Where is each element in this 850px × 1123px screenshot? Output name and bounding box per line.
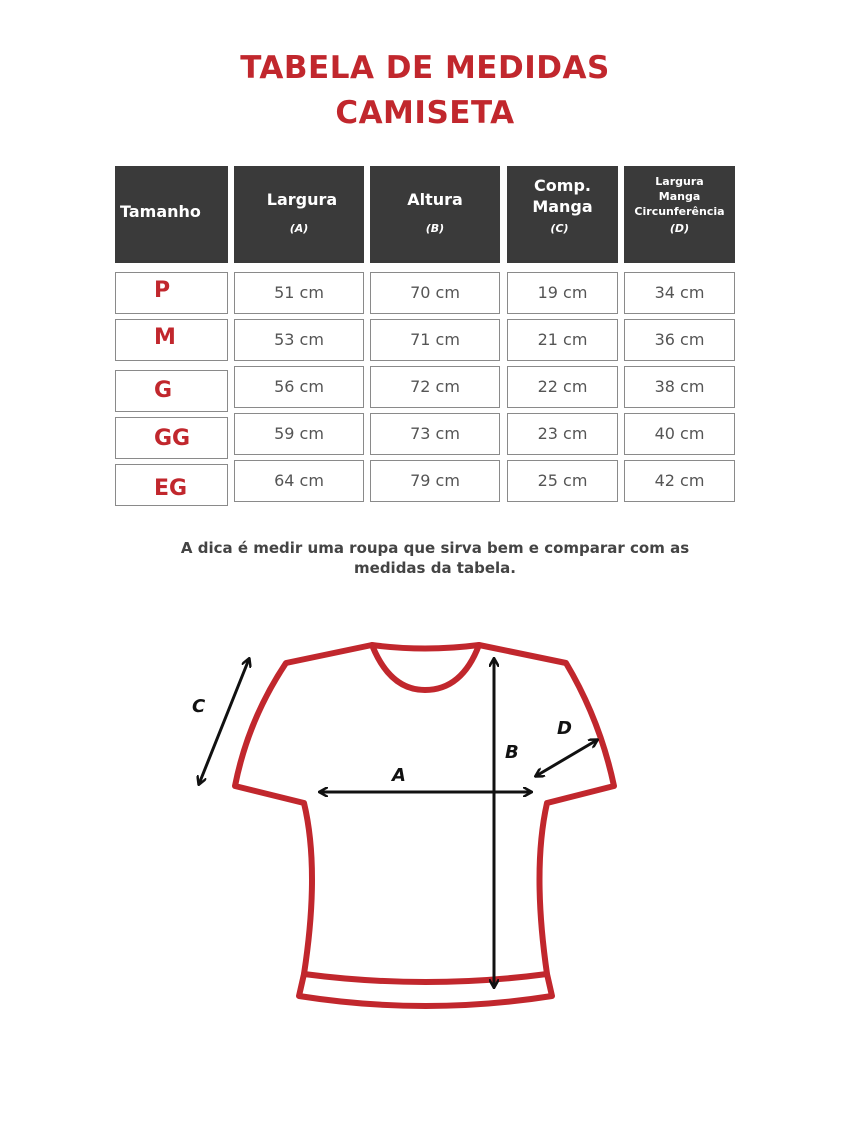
largura-cell: 53 cm xyxy=(234,319,364,361)
altura-cell: 79 cm xyxy=(370,460,500,502)
largura-manga-cell: 34 cm xyxy=(624,272,735,314)
header-lm-sub: (D) xyxy=(669,222,690,235)
size-cell: GG xyxy=(115,417,228,459)
largura-manga-cell: 38 cm xyxy=(624,366,735,408)
tshirt-outline xyxy=(235,645,614,1006)
tip-line2: medidas da tabela. xyxy=(354,559,516,577)
measure-arrow-d xyxy=(536,740,597,776)
largura-cell: 51 cm xyxy=(234,272,364,314)
tshirt-hem xyxy=(304,974,547,982)
comp-manga-cell: 25 cm xyxy=(507,460,618,502)
altura-cell: 72 cm xyxy=(370,366,500,408)
measure-label-a: A xyxy=(392,765,406,786)
measure-label-c: C xyxy=(192,696,206,717)
largura-cell: 56 cm xyxy=(234,366,364,408)
header-tamanho-label: Tamanho xyxy=(120,202,201,221)
largura-cell: 59 cm xyxy=(234,413,364,455)
measure-label-d: D xyxy=(557,718,572,739)
altura-cell: 71 cm xyxy=(370,319,500,361)
largura-cell: 64 cm xyxy=(234,460,364,502)
measure-label-b: B xyxy=(505,742,519,763)
header-comp-sub: (C) xyxy=(550,222,569,235)
comp-manga-cell: 22 cm xyxy=(507,366,618,408)
tip-line1: A dica é medir uma roupa que sirva bem e comparar com as xyxy=(180,539,690,557)
largura-manga-cell: 40 cm xyxy=(624,413,735,455)
size-cell: P xyxy=(115,272,228,314)
header-comp-line2: Manga xyxy=(532,197,593,216)
header-altura-label: Altura xyxy=(407,190,463,209)
size-cell: M xyxy=(115,319,228,361)
page-title-line2: CAMISETA xyxy=(335,95,515,131)
size-cell: EG xyxy=(115,464,228,506)
comp-manga-cell: 21 cm xyxy=(507,319,618,361)
header-largura-sub: (A) xyxy=(289,222,309,235)
header-largura-label: Largura xyxy=(266,190,338,209)
header-altura-sub: (B) xyxy=(425,222,445,235)
altura-cell: 70 cm xyxy=(370,272,500,314)
comp-manga-cell: 23 cm xyxy=(507,413,618,455)
header-lm-line1: Largura xyxy=(655,175,704,188)
header-lm-line2: Manga xyxy=(658,190,701,203)
altura-cell: 73 cm xyxy=(370,413,500,455)
header-comp-line1: Comp. xyxy=(534,176,591,195)
largura-manga-cell: 36 cm xyxy=(624,319,735,361)
size-cell: G xyxy=(115,370,228,412)
page-title-line1: TABELA DE MEDIDAS xyxy=(240,50,610,86)
header-lm-line3: Circunferência xyxy=(634,205,725,218)
tshirt-collar xyxy=(372,645,479,690)
largura-manga-cell: 42 cm xyxy=(624,460,735,502)
comp-manga-cell: 19 cm xyxy=(507,272,618,314)
